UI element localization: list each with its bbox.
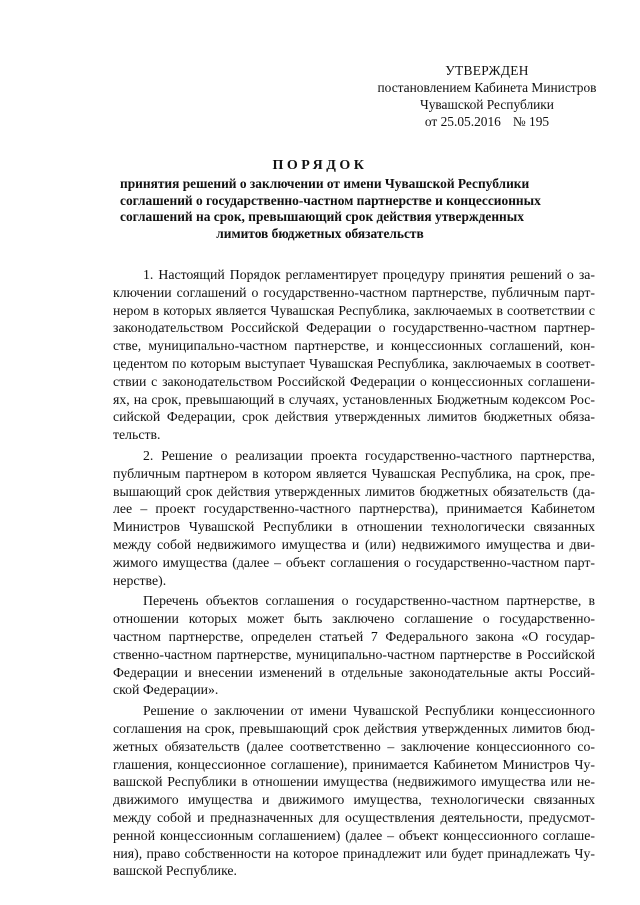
paragraph-line: ключении соглашений о государственно-частном партнерстве, публичным парт- xyxy=(113,284,595,300)
paragraph-line: публичным партнером в котором является Чувашская Республика, на срок, пре- xyxy=(113,465,595,481)
paragraph-line: законодательством Российской Федерации о государственно-частном партнер- xyxy=(113,320,595,336)
document-body xyxy=(113,266,595,883)
document-title-block xyxy=(120,156,541,242)
document-subtitle-line: соглашений о государственно-частном партнерстве и концессионных xyxy=(120,192,541,208)
paragraph-line: отношении которых может быть заключено соглашение о государственно- xyxy=(113,611,595,627)
paragraph-line: глашения, концессионное соглашение), принимается Кабинетом Министров Чу- xyxy=(113,756,595,772)
approval-number: № 195 xyxy=(512,114,550,129)
paragraph-line: жетных обязательств (далее соответственно – заключение концессионного со- xyxy=(113,738,595,754)
paragraph-line: вышающий срок действия утвержденных лимитов бюджетных обязательств (да- xyxy=(113,483,595,499)
paragraph-line: стве, муниципально-частном партнерстве, и концессионных соглашений, кон- xyxy=(113,338,595,354)
paragraph-line: 2. Решение о реализации проекта государственно-частного партнерства, xyxy=(143,447,595,463)
paragraph-line: Министров Чувашской Республики в отношении технологически связанных xyxy=(113,519,595,535)
paragraph-line: жимого имущества (далее – объект соглашения о государственно-частном парт- xyxy=(113,554,595,570)
approval-date-line xyxy=(362,113,612,130)
paragraph-line: 1. Настоящий Порядок регламентирует процедуру принятия решений о за- xyxy=(143,267,595,282)
paragraph-line: ренной концессионным соглашением) (далее – объект концессионного соглаше- xyxy=(113,827,595,843)
paragraph-line: Решение о заключении от имени Чувашской Республики концессионного xyxy=(143,703,595,719)
paragraph-line: вашской Республике. xyxy=(113,863,237,879)
document-subtitle-line: соглашений на срок, превышающий срок действия утвержденных xyxy=(120,209,524,224)
paragraph-line: нером в которых является Чувашская Республика, заключаемых в соответствии с xyxy=(113,302,595,318)
paragraph-line: между собой недвижимого имущества и (или) недвижимого имущества и дви- xyxy=(113,536,595,552)
body-paragraph xyxy=(113,702,595,880)
paragraph-line: тельств. xyxy=(113,427,161,443)
document-subtitle-line: лимитов бюджетных обязательств xyxy=(216,225,424,241)
paragraph-line: лее – проект государственно-частного партнерства), принимается Кабинетом xyxy=(113,501,595,517)
body-paragraph xyxy=(113,447,595,589)
paragraph-line: Федерации и внесении изменений в отдельные законодательные акты Россий- xyxy=(113,664,595,680)
body-paragraph xyxy=(113,266,595,444)
approval-date: от 25.05.2016 xyxy=(424,114,501,129)
paragraph-line: между собой и предназначенных для осуществления деятельности, предусмот- xyxy=(113,809,595,825)
paragraph-line: движимого имущества и движимого имущества, технологически связанных xyxy=(113,792,595,808)
paragraph-line: цедентом по которым выступает Чувашская Республика, заключаемых в соответ- xyxy=(113,355,595,371)
paragraph-line: сийской Федерации, срок действия утвержденных лимитов бюджетных обяза- xyxy=(113,409,595,425)
paragraph-line: ния), право собственности на которое принадлежит или будет принадлежать Чу- xyxy=(113,845,595,861)
document-title: ПОРЯДОК xyxy=(272,158,368,173)
approval-stamp xyxy=(362,62,612,130)
document-subtitle-line: принятия решений о заключении от имени Чувашской Республики xyxy=(120,176,530,191)
approval-heading: УТВЕРЖДЕН xyxy=(445,63,529,78)
paragraph-line: Перечень объектов соглашения о государственно-частном партнерстве, в xyxy=(143,593,595,609)
paragraph-line: ствии с законодательством Российской Федерации о концессионных соглашени- xyxy=(113,373,595,389)
paragraph-line: ской Федерации». xyxy=(113,682,219,698)
body-paragraph xyxy=(113,592,595,699)
paragraph-line: нерстве). xyxy=(113,572,167,588)
paragraph-line: соглашения на срок, превышающий срок действия утвержденных лимитов бюд- xyxy=(113,720,595,736)
approval-line-1: постановлением Кабинета Министров xyxy=(377,80,597,95)
paragraph-line: вашской Республики в отношении имущества (недвижимого имущества или не- xyxy=(113,774,595,790)
paragraph-line: частном партнерстве, определен статьей 7 Федерального закона «О государ- xyxy=(113,628,595,644)
approval-line-2: Чувашской Республики xyxy=(420,97,554,112)
paragraph-line: ях, на срок, превышающий в случаях, установленных Бюджетным кодексом Рос- xyxy=(113,391,595,407)
paragraph-line: ственно-частном партнерстве, муниципально-частном партнерстве в Российской xyxy=(113,646,595,662)
